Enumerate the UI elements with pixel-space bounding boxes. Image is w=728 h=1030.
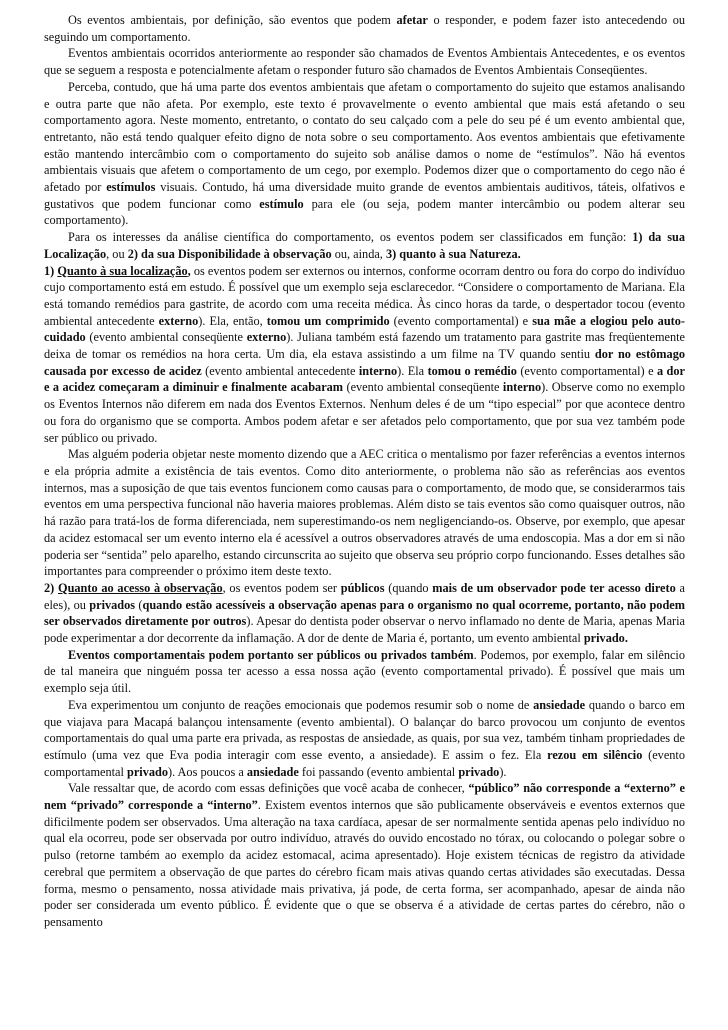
- body-text: ).: [499, 764, 507, 779]
- paragraph: [44, 780, 685, 930]
- body-text: Eventos ambientais ocorridos anteriormente ao responder são chamados de Eventos Ambientais Antecedentes, e os eventos que se seguem a resposta e potencialmente afetam o responder futuro são chamados de Eventos Ambientais Conseqüentes.: [44, 46, 685, 78]
- bold-text: 2) da sua Disponibilidade à observação: [127, 246, 332, 261]
- bold-text: interno: [502, 380, 542, 395]
- bold-text: 2): [44, 580, 58, 595]
- body-text: ou, ainda,: [331, 246, 386, 261]
- bold-text: externo: [246, 330, 287, 345]
- bold-text: 3) quanto à sua Natureza.: [385, 246, 521, 261]
- body-text: . Podemos, por exemplo, falar em silêncio de tal maneira que ninguém possa ter acesso a essa nossa ação (evento comportamental privado). É possível que mais um exemplo seja útil.: [44, 647, 685, 696]
- bold-text: privado.: [583, 631, 628, 646]
- section-heading: Quanto ao acesso à observação: [58, 580, 223, 595]
- bold-text: dor no estômago causada por excesso de acidez: [44, 347, 685, 378]
- bold-text: privado: [126, 764, 168, 779]
- bold-text: tomou um comprimido: [266, 313, 390, 328]
- body-text: Vale ressaltar que, de acordo com essas definições que você acaba de conhecer,: [68, 781, 469, 796]
- paragraph: [44, 45, 685, 78]
- body-text: (quando: [384, 580, 433, 595]
- bold-text: mais de um observador pode ter acesso direto: [432, 580, 676, 595]
- body-text: o responder, e podem fazer isto antecedendo ou seguindo um comportamento.: [44, 13, 686, 44]
- paragraph: [44, 446, 685, 580]
- body-text: foi passando (evento ambiental: [298, 764, 459, 779]
- bold-text: afetar: [396, 13, 428, 27]
- bold-text: públicos: [340, 580, 385, 595]
- body-text: ). Juliana também está fazendo um tratamento para gastrite mas freqüentemente deixa de tomar os remédios na hora certa. Um dia, ela estava assistindo a um filme na TV quando sentiu: [44, 330, 685, 362]
- bold-text: interno: [358, 363, 398, 378]
- body-text: (: [135, 597, 143, 612]
- bold-text: estímulos: [106, 180, 156, 195]
- body-text: a eles), ou: [44, 580, 685, 612]
- bold-text: externo: [158, 313, 199, 328]
- bold-text: ansiedade: [246, 764, 299, 779]
- bold-text: privados: [89, 597, 136, 612]
- body-text: quando o barco em que viajava para Macapá balançou intensamente (evento ambiental). O balançar do barco provocou um conjunto de eventos comportamentais do qual uma parte era privada, as respostas de ansiedade, as quais, por sua vez, também tinham propriedades de estímulo (uma vez que Eva podia interagir com esse evento, a ansiedade). E assim o fez. Ela: [44, 697, 685, 762]
- paragraph: [44, 263, 685, 447]
- body-text: (evento comportamental) e: [389, 313, 533, 328]
- paragraph: [44, 12, 685, 45]
- body-text: (evento ambiental conseqüente: [343, 380, 503, 395]
- bold-text: a dor e a acidez começaram a diminuir e finalmente acabaram: [44, 363, 686, 395]
- paragraph: [44, 79, 685, 229]
- bold-text: privado: [458, 764, 500, 779]
- body-text: Mas alguém poderia objetar neste momento dizendo que a AEC critica o mentalismo por fazer referências a eventos internos e ela própria admite a existência de tais eventos. Como dito anteriormente, o problema não são as referências aos eventos internos, mas a suposição de que tais eventos funcionem como causas para o comportamento, de modo que, se considerarmos tais eventos em uma perspectiva funcional não haveria maiores problemas. Além disto se tais eventos são como quaisquer outros, não há razão para tratá-los de forma diferenciada, nem superestimando-os nem negligenciando-os. Observe, por exemplo, que apesar da acidez estomacal ser um evento interno ela é acessível a outros observadores através de uma endoscopia. Mas a dor em si não poderia ser “sentida” pelo aparelho, estando circunscrita ao sujeito que observa seu próprio corpo funcionando. Esses detalhes são importantes para compreender o próximo item deste texto.: [44, 447, 685, 579]
- body-text: . Existem eventos internos que são publicamente observáveis e eventos externos que dificilmente podem ser observados. Uma alteração na taxa cardíaca, apesar de ser normalmente sentida apenas pelo indivíduo no qual ela ocorreu, pode ser observada por outro indivíduo, através do ouvido encostado no tórax, ou colocando o polegar sobre o pulso (retorne também ao exemplo da acidez estomacal, acima apresentado). Hoje existem técnicas de registro da atividade cerebral que permitem a observação de que partes do cérebro ficam mais ativas quando certas atividades são executadas. Dessa forma, mesmo o pensamento, nossa atividade mais privativa, já pode, de certa forma, ser acompanhado, apesar de ainda não poder ser considerada um evento público. É evidente que o que se observa é a atividade de certas partes do cérebro, não o pensamento: [44, 798, 686, 929]
- bold-text: 1) da sua Localização: [44, 230, 685, 261]
- body-text: (evento comportamental) e: [516, 363, 657, 378]
- body-text: Para os interesses da análise científica do comportamento, os eventos podem ser classificados em função:: [68, 230, 633, 245]
- body-text: ). Apesar do dentista poder observar o nervo inflamado no dente de Maria, apenas Maria pode experimentar a dor decorrente da inflamação. A dor de dente de Maria é, portanto, um evento ambiental: [44, 614, 685, 646]
- paragraph: [44, 580, 685, 647]
- body-text: (evento ambiental antecedente: [201, 363, 359, 378]
- body-text: (evento comportamental: [44, 747, 685, 779]
- bold-text: 1): [44, 263, 58, 278]
- bold-text: tomou o remédio: [427, 363, 517, 378]
- body-text: ). Ela: [397, 363, 428, 378]
- body-text: Os eventos ambientais, por definição, são eventos que podem: [68, 13, 397, 27]
- bold-text: Eventos comportamentais podem portanto ser públicos ou privados também: [68, 647, 474, 662]
- body-text: ). Aos poucos a: [167, 764, 247, 779]
- bold-text: estímulo: [259, 196, 304, 211]
- paragraph: [44, 697, 685, 781]
- body-text: os eventos podem ser externos ou internos, conforme ocorram dentro ou fora do corpo do indivíduo cujo comportamento está em estudo. É possível que um exemplo seja esclarecedor. “Considere o comportamento de Mariana. Ela está tomando remédios para gastrite, de acordo com uma receita médica. Às cinco horas da tarde, o despertador tocou (evento ambiental antecedente: [44, 263, 685, 328]
- body-text: visuais. Contudo, há uma diversidade muito grande de eventos ambientais auditivos, táteis, olfativos e gustativos que podem funcionar como: [44, 180, 685, 211]
- bold-text: ,: [187, 263, 191, 278]
- body-text: , os eventos podem ser: [222, 580, 341, 595]
- body-text: ). Observe como no exemplo os Eventos Internos não diferem em nada dos Eventos Externos. Nenhum deles é de um “tipo especial” por que acontece dentro ou fora do organismo que se comporta. Ambos podem afetar e ser afetados pelo comportamento, que por sua vez também pode ser público ou privado.: [44, 380, 685, 445]
- bold-text: sua mãe a elogiou pelo auto-cuidado: [44, 313, 685, 345]
- body-text: (evento ambiental conseqüente: [85, 330, 247, 345]
- document-page: [44, 12, 685, 931]
- bold-text: rezou em silêncio: [547, 747, 643, 762]
- bold-text: “público” não corresponde a “externo” e nem “privado” corresponde a “interno”: [44, 781, 685, 813]
- body-text: ). Ela, então,: [198, 313, 267, 328]
- paragraph: [44, 229, 685, 262]
- section-heading: Quanto à sua localização: [57, 263, 188, 278]
- body-text: , ou: [106, 246, 128, 261]
- body-text: Perceba, contudo, que há uma parte dos eventos ambientais que afetam o comportamento do sujeito que estamos analisando e outra parte que não afeta. Por exemplo, este texto é provavelmente o evento ambiental que mais está afetando o seu comportamento agora. Neste momento, entretanto, o contato do seu calçado com a pele do seu pé é um evento ambiental que, entretanto, não está tendo qualquer efeito digno de nota sobre o seu comportamento. Aos eventos ambientais que efetivamente estão mantendo intercâmbio com o comportamento do sujeito sob análise damos o nome de “estímulos”. Não há eventos ambientais visuais que afetem o comportamento de um cego, por exemplo. Podemos dizer que o comportamento do cego não é afetado por: [44, 79, 685, 195]
- body-text: Eva experimentou um conjunto de reações emocionais que podemos resumir sob o nome de: [68, 697, 534, 712]
- body-text: para ele (ou seja, podem manter intercâmbio ou podem alterar seu comportamento).: [44, 196, 685, 228]
- bold-text: ansiedade: [533, 697, 586, 712]
- paragraph: [44, 647, 685, 697]
- bold-text: quando estão acessíveis a observação apenas para o organismo no qual ocorreme, portanto, não podem ser observados diretamente por outros: [44, 597, 685, 629]
